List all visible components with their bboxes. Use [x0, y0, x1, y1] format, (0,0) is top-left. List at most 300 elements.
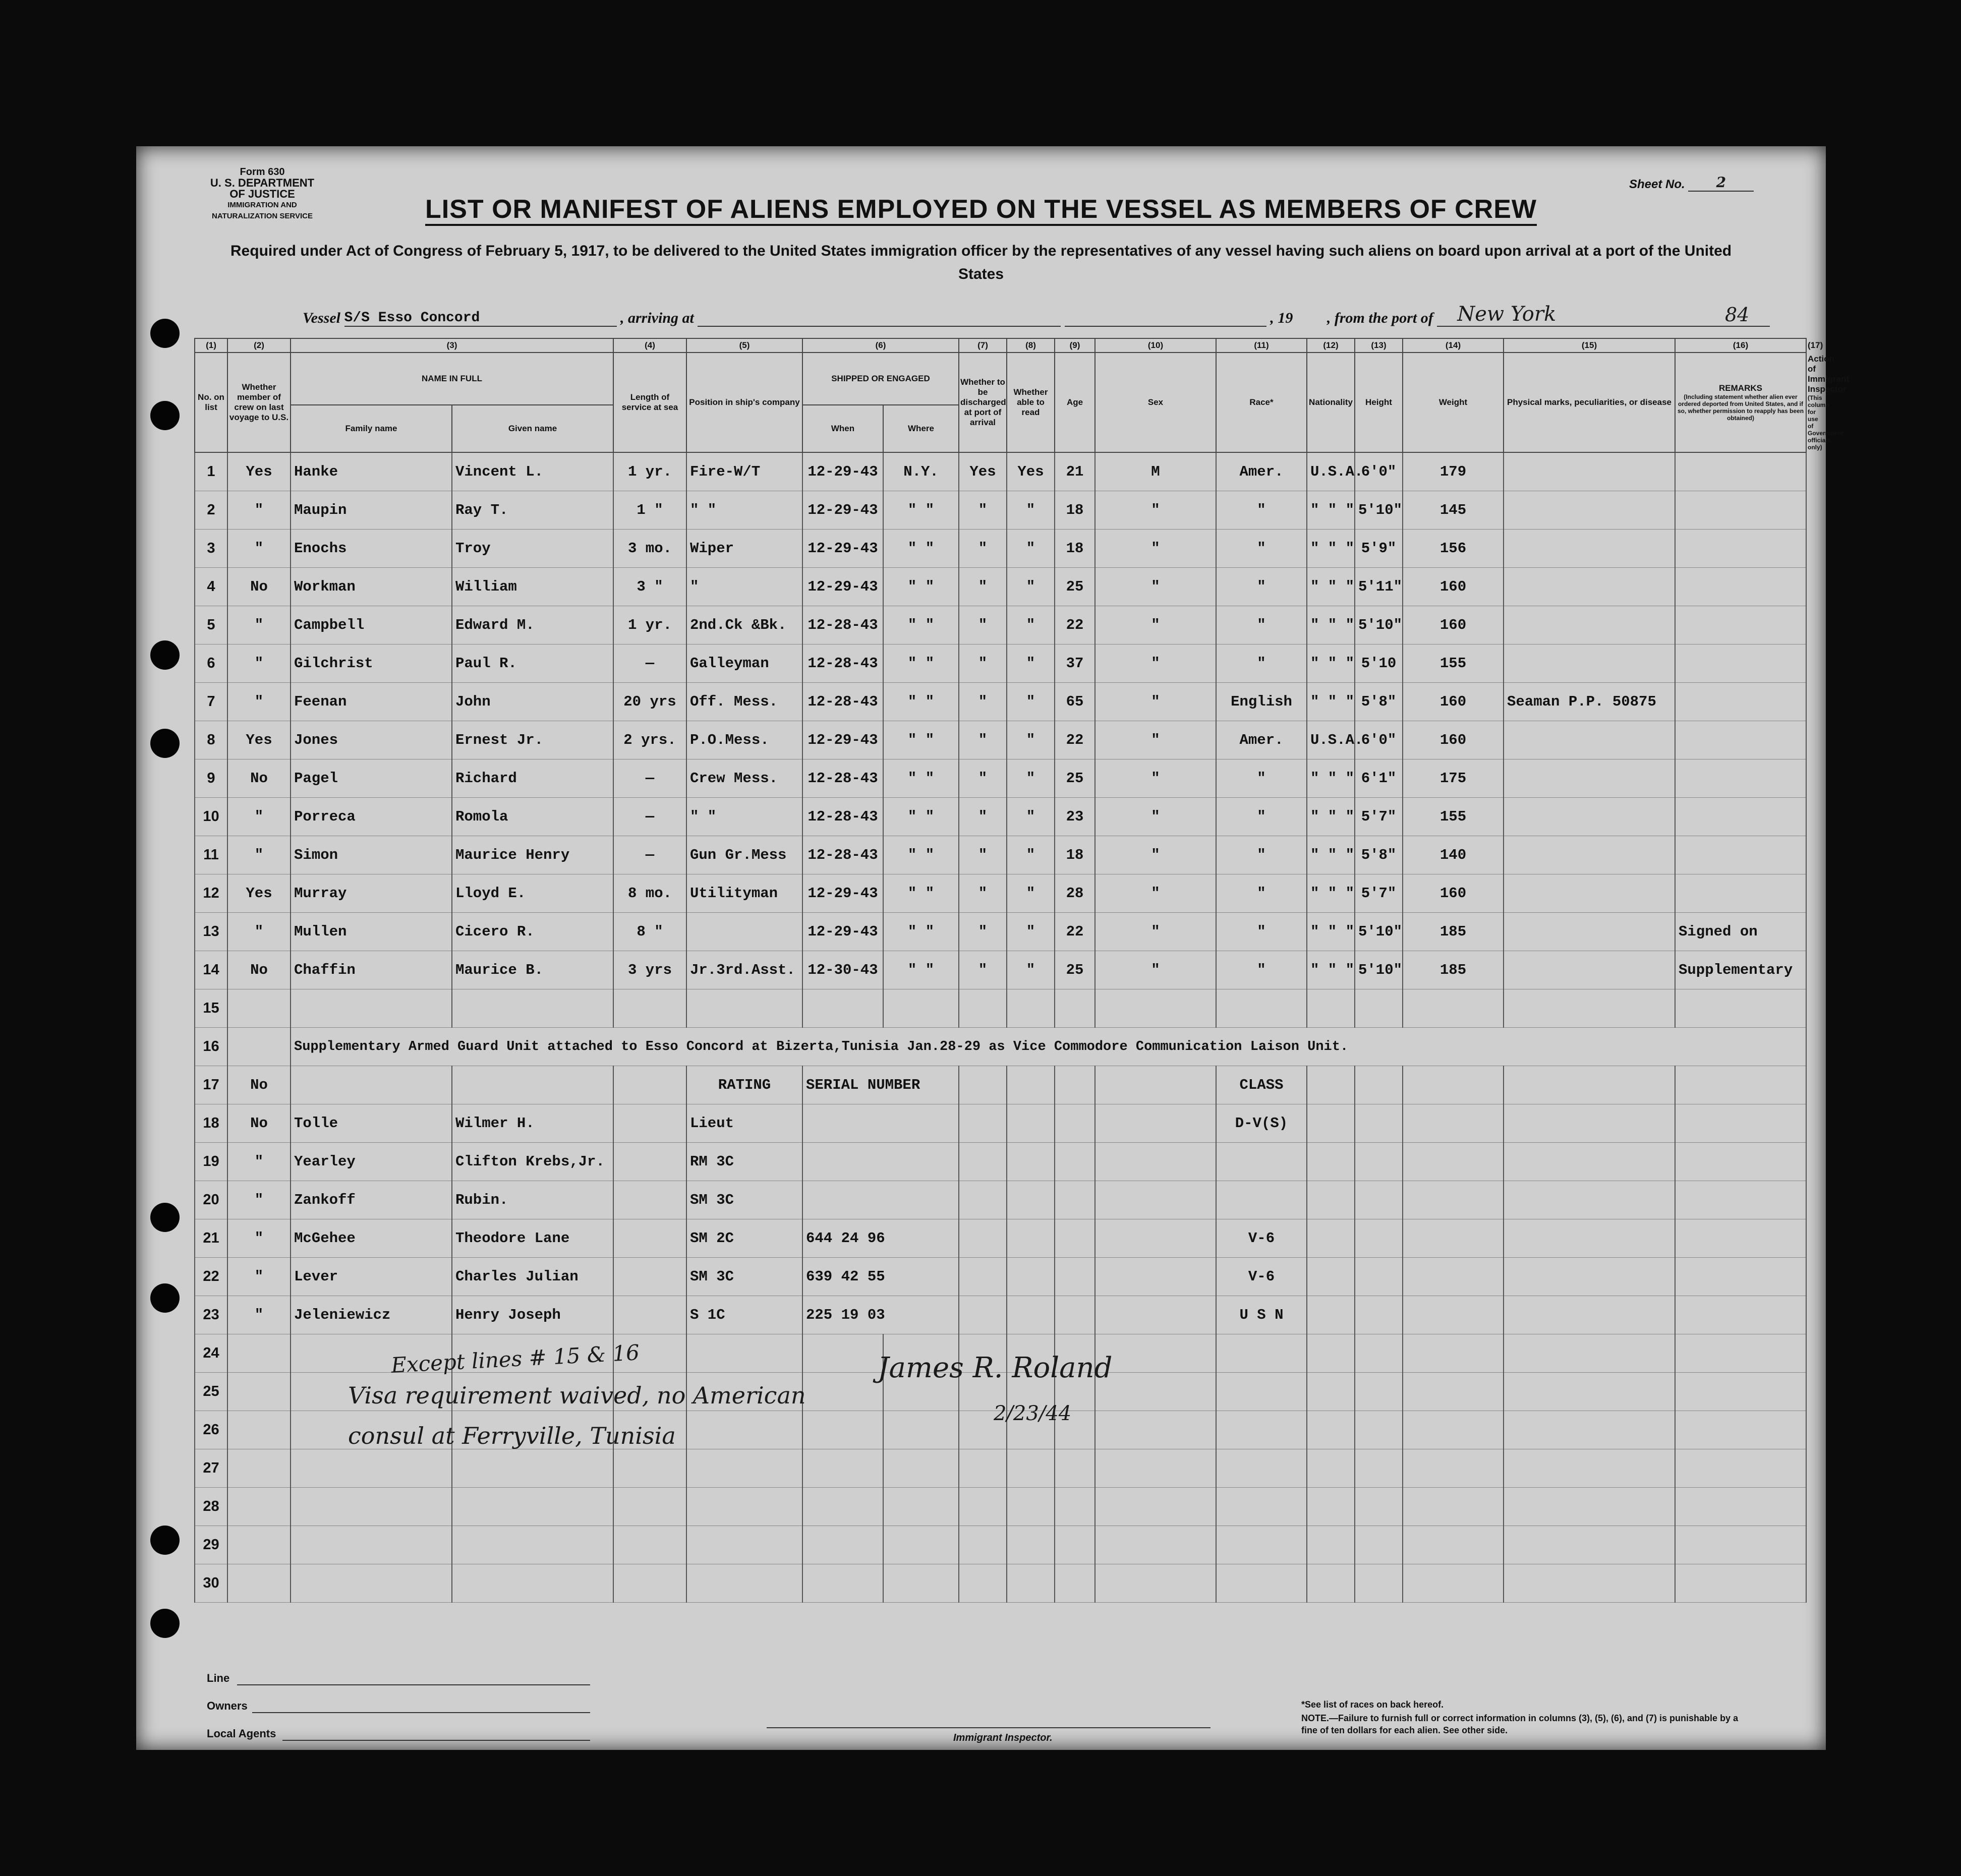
- blank-cell: [1403, 1334, 1504, 1373]
- family-name-cell: Pagel: [291, 759, 452, 798]
- blank-cell: [1355, 1219, 1403, 1258]
- blank-cell: [802, 1449, 883, 1488]
- blank-cell: [1675, 1488, 1806, 1526]
- blank-cell: [686, 1334, 802, 1373]
- weight-cell: 160: [1403, 874, 1504, 913]
- discharged-cell: ": [959, 874, 1007, 913]
- shipped-where-cell: " ": [883, 836, 959, 874]
- last-voyage-cell: No: [227, 568, 291, 606]
- col-num-15: (15): [1504, 338, 1675, 353]
- shipped-when-cell: 12-29-43: [802, 530, 883, 568]
- blank-cell: [1307, 1334, 1355, 1373]
- blank-cell: [613, 1488, 686, 1526]
- blank-cell: [1403, 1143, 1504, 1181]
- blank-cell: [1307, 1066, 1355, 1104]
- shipped-when-cell: 12-28-43: [802, 606, 883, 644]
- physical-marks-cell: [1504, 721, 1675, 759]
- family-name-cell: [291, 1066, 452, 1104]
- weight-cell: 140: [1403, 836, 1504, 874]
- given-name-cell: Charles Julian: [452, 1258, 613, 1296]
- col-num-8: (8): [1007, 338, 1055, 353]
- binder-hole: [150, 1609, 180, 1638]
- discharged-cell: ": [959, 683, 1007, 721]
- blank-cell: [1403, 1219, 1504, 1258]
- nationality-cell: " " ": [1307, 530, 1355, 568]
- shipped-when-cell: 12-29-43: [802, 491, 883, 530]
- col-header-length-service: Length of service at sea: [613, 353, 686, 452]
- serial-number-cell: [802, 1181, 959, 1219]
- row-number: 4: [195, 568, 227, 606]
- col-header-age: Age: [1055, 353, 1095, 452]
- blank-cell: [1095, 1219, 1216, 1258]
- blank-cell: [1307, 1104, 1355, 1143]
- given-name-cell: Theodore Lane: [452, 1219, 613, 1258]
- sex-cell: ": [1095, 913, 1216, 951]
- position-cell: Jr.3rd.Asst.: [686, 951, 802, 989]
- manifest-sheet: [136, 146, 1850, 1750]
- blank-cell: [1675, 1104, 1806, 1143]
- blank-cell: [1055, 1564, 1095, 1603]
- physical-marks-cell: [1504, 874, 1675, 913]
- blank-cell: [959, 1219, 1007, 1258]
- blank-cell: [1675, 1219, 1806, 1258]
- blank-cell: [1504, 1143, 1675, 1181]
- given-name-cell: [452, 989, 613, 1028]
- blank-cell: [1007, 1488, 1055, 1526]
- col-header-family-name: Family name: [291, 405, 452, 452]
- last-voyage-cell: No: [227, 1066, 291, 1104]
- given-name-cell: [452, 1066, 613, 1104]
- class-cell: U S N: [1216, 1296, 1307, 1334]
- blank-cell: [1095, 1488, 1216, 1526]
- crew-row: [195, 530, 1806, 568]
- able-to-read-cell: ": [1007, 530, 1055, 568]
- remarks-cell: [1675, 798, 1806, 836]
- blank-cell: [227, 1334, 291, 1373]
- footer-owners-label: Owners: [207, 1699, 248, 1712]
- blank-cell: [1055, 1143, 1095, 1181]
- shipped-when-cell: 12-28-43: [802, 759, 883, 798]
- binder-hole: [150, 319, 180, 348]
- position-cell: ": [686, 568, 802, 606]
- length-service-cell: 3 yrs: [613, 951, 686, 989]
- blank-cell: [959, 1296, 1007, 1334]
- weight-cell: 160: [1403, 721, 1504, 759]
- blank-cell: [227, 1373, 291, 1411]
- shipped-where-cell: " ": [883, 874, 959, 913]
- last-voyage-cell: ": [227, 606, 291, 644]
- blank-cell: [291, 1449, 452, 1488]
- blank-cell: [613, 1449, 686, 1488]
- blank-cell: [1307, 1143, 1355, 1181]
- length-service-cell: —: [613, 798, 686, 836]
- able-to-read-cell: ": [1007, 874, 1055, 913]
- remarks-cell: [1675, 568, 1806, 606]
- age-cell: 21: [1055, 452, 1095, 491]
- sex-cell: ": [1095, 644, 1216, 683]
- discharged-cell: ": [959, 951, 1007, 989]
- binder-hole: [150, 401, 180, 430]
- blank-cell: [1675, 1526, 1806, 1564]
- blank-cell: [1504, 1449, 1675, 1488]
- signature-date: 2/23/44: [994, 1402, 1072, 1425]
- given-name-cell: Romola: [452, 798, 613, 836]
- blank-cell: [1055, 1296, 1095, 1334]
- height-cell: 6'0": [1355, 721, 1403, 759]
- given-name-cell: Ray T.: [452, 491, 613, 530]
- col-header-position: Position in ship's company: [686, 353, 802, 452]
- given-name-cell: Cicero R.: [452, 913, 613, 951]
- blank-cell: [802, 1334, 883, 1373]
- col-header-shipped: SHIPPED OR ENGAGED: [802, 353, 959, 405]
- blank-cell: [227, 1526, 291, 1564]
- blank-cell: [1403, 1411, 1504, 1449]
- empty-row: [195, 1564, 1806, 1603]
- blank-cell: [1216, 1449, 1307, 1488]
- blank-cell: [1307, 1219, 1355, 1258]
- shipped-where-cell: " ": [883, 683, 959, 721]
- blank-cell: [227, 1564, 291, 1603]
- able-to-read-cell: ": [1007, 913, 1055, 951]
- blank-cell: [1216, 1373, 1307, 1411]
- sheet-number-label: Sheet No.: [1629, 178, 1685, 191]
- height-cell: [1355, 989, 1403, 1028]
- discharged-cell: ": [959, 759, 1007, 798]
- nationality-cell: " " ": [1307, 606, 1355, 644]
- race-cell: Amer.: [1216, 721, 1307, 759]
- remarks-cell: [1675, 683, 1806, 721]
- remarks-cell: [1675, 989, 1806, 1028]
- crew-row: [195, 798, 1806, 836]
- race-cell: [1216, 989, 1307, 1028]
- footer-owners-rule: [252, 1712, 590, 1713]
- col-num-2: (2): [227, 338, 291, 353]
- nationality-cell: " " ": [1307, 913, 1355, 951]
- last-voyage-cell: [227, 989, 291, 1028]
- row-number: 23: [195, 1296, 227, 1334]
- class-cell: [1216, 1143, 1307, 1181]
- given-name-cell: Paul R.: [452, 644, 613, 683]
- blank-cell: [1504, 1373, 1675, 1411]
- physical-marks-cell: [1504, 452, 1675, 491]
- discharged-cell: ": [959, 836, 1007, 874]
- age-cell: 25: [1055, 759, 1095, 798]
- given-name-cell: Henry Joseph: [452, 1296, 613, 1334]
- shipped-where-cell: " ": [883, 951, 959, 989]
- crew-row: [195, 491, 1806, 530]
- able-to-read-cell: ": [1007, 836, 1055, 874]
- blank-cell: [1504, 1258, 1675, 1296]
- given-name-cell: Clifton Krebs,Jr.: [452, 1143, 613, 1181]
- position-cell: [686, 989, 802, 1028]
- race-cell: ": [1216, 759, 1307, 798]
- row-number: 20: [195, 1181, 227, 1219]
- physical-marks-cell: [1504, 798, 1675, 836]
- armed-guard-row: [195, 1219, 1806, 1258]
- blank-cell: [1095, 1143, 1216, 1181]
- crew-row: [195, 951, 1806, 989]
- discharged-cell: ": [959, 606, 1007, 644]
- blank-cell: [959, 1104, 1007, 1143]
- sex-cell: ": [1095, 951, 1216, 989]
- inspector-rule: [767, 1727, 1210, 1728]
- blank-cell: [1055, 1066, 1095, 1104]
- blank-cell: [959, 1488, 1007, 1526]
- blank-cell: [959, 1066, 1007, 1104]
- nationality-cell: " " ": [1307, 644, 1355, 683]
- family-name-cell: Gilchrist: [291, 644, 452, 683]
- blank-cell: [1504, 1564, 1675, 1603]
- blank-cell: [291, 1526, 452, 1564]
- race-cell: ": [1216, 874, 1307, 913]
- blank-cell: [1095, 1104, 1216, 1143]
- row-number: 11: [195, 836, 227, 874]
- race-cell: ": [1216, 530, 1307, 568]
- armed-guard-row: [195, 1181, 1806, 1219]
- blank-cell: [1307, 1526, 1355, 1564]
- blank-cell: [1675, 1143, 1806, 1181]
- race-cell: ": [1216, 644, 1307, 683]
- length-service-cell: [613, 989, 686, 1028]
- col-num-10: (10): [1095, 338, 1216, 353]
- length-service-cell: 20 yrs: [613, 683, 686, 721]
- family-name-cell: Enochs: [291, 530, 452, 568]
- row-number: 10: [195, 798, 227, 836]
- crew-row: [195, 874, 1806, 913]
- blank-cell: [1403, 1526, 1504, 1564]
- age-cell: 18: [1055, 836, 1095, 874]
- binder-hole: [150, 640, 180, 670]
- age-cell: 25: [1055, 568, 1095, 606]
- shipped-when-cell: [802, 989, 883, 1028]
- position-cell: Off. Mess.: [686, 683, 802, 721]
- last-voyage-cell: ": [227, 1181, 291, 1219]
- blank-cell: [883, 1564, 959, 1603]
- race-cell: ": [1216, 951, 1307, 989]
- class-cell: V-6: [1216, 1219, 1307, 1258]
- col-header-when: When: [802, 405, 883, 452]
- blank-cell: [1095, 1066, 1216, 1104]
- col-num-11: (11): [1216, 338, 1307, 353]
- crew-table: (1) (2) (3) (4) (5) (6) (7) (8) (9) (10) (11) (12) (13) (14) (15) (16) (17) No. on list Whether member of crew on last voyage to U.S. NAME IN FULL Length of service at sea Position in ship's company SHIPPED OR ENGAGED Whether to be discharged at port of arrival Whether able to read Age Sex Race* Nationality Height Weight Physical marks, peculiarities, or disease REMARKS (Including statement whether alien ever ordered deported from United States, and if so, whether permission to reapply has been obtained) Action of Immigrant Inspector (This column for use of Government officials only) Family name Given name When Where 1 Yes Hanke Vincent L. 1 yr. Fire-W/T 12-29-43 N.Y. Yes Yes 21 M Amer. U.S.A. 6'0" 179 2 " Maupin Ray T. 1 " " " 12-29-43 " " " " 18 " " " " " 5'10" 145 3 " Enochs Troy 3 mo. Wiper 12-29-43 " " " " 18 " " " " " 5'9" 156 4 No Workman William 3 " " 12-29-43 " " " " 25 " " " " " 5'11" 160 5 " Campbell Edward M. 1 yr. 2nd.Ck &Bk. 12-28-43 " " " " 22 " " " " " 5'10" 160 6 " Gilchrist Paul R. — Galleyman 12-28-43 " " " " 37 " " " " " 5'10 155 7 " Feenan John 20 yrs Off. Mess. 12-28-43 " " " " 65 " English " " " 5'8" 160 Seaman P.P. 50875 8 Yes Jones Ernest Jr. 2 yrs. P.O.Mess. 12-29-43 " " " " 22 " Amer. U.S.A. 6'0" 160 9 No Pagel Richard — Crew Mess. 12-28-43 " " " " 25 " " " " " 6'1" 175 10 " Porreca Romola — " " 12-28-43 " " " " 23 " " " " " 5'7" 155 11 " Simon Maurice Henry — Gun Gr.Mess 12-28-43 " " " " 18 " " " " " 5'8" 140 12 Yes Murray Lloyd E. 8 mo. Utilityman 12-29-43 " " " " 28 " " " " " 5'7" 160 13 " Mullen Cicero R. 8 " 12-29-43 " " " " 22 " " " " " 5'10" 185 Signed on 14 No Chaffin Maurice B. 3 yrs Jr.3rd.Asst. 12-30-43 " " " " 25 " " " " " 5'10" 185 Supplementary 15 16 Supplementary Armed Guard Unit attached to Esso Concord at Bizerta,Tunisia Jan.28-29 as Vice Commodore Communication Laison Unit. 17 No RATING SERIAL NUMBER CLASS 18 No Tolle Wilmer H. Lieut D-V(S) 19 " Yearley Clifton Krebs,Jr. RM 3C 20 " Zankoff Rubin. SM 3C 21 " McGehee Theodore Lane SM 2C 644 24 96 V-6 22 " Lever Charles Julian SM 3C 639 42 55 V-6 23 " Jeleniewicz Henry Joseph S 1C 225 19 03 U S N 24 25 26 27 28 29 30: [194, 338, 1807, 1603]
- col-num-14: (14): [1403, 338, 1504, 353]
- page-title: LIST OR MANIFEST OF ALIENS EMPLOYED ON THE VESSEL AS MEMBERS OF CREW: [136, 194, 1826, 224]
- last-voyage-cell: [227, 1028, 291, 1066]
- family-name-cell: Hanke: [291, 452, 452, 491]
- sex-cell: ": [1095, 759, 1216, 798]
- height-cell: 5'10": [1355, 491, 1403, 530]
- height-cell: 5'8": [1355, 683, 1403, 721]
- blank-cell: [1403, 1104, 1504, 1143]
- blank-cell: [1095, 1334, 1216, 1373]
- shipped-where-cell: " ": [883, 644, 959, 683]
- weight-cell: 185: [1403, 913, 1504, 951]
- blank-cell: [1095, 1564, 1216, 1603]
- able-to-read-cell: ": [1007, 798, 1055, 836]
- races-note: *See list of races on back hereof.: [1301, 1699, 1444, 1710]
- blank-cell: [1675, 1449, 1806, 1488]
- shipped-when-cell: 12-28-43: [802, 836, 883, 874]
- length-service-cell: [613, 1181, 686, 1219]
- given-name-cell: Maurice B.: [452, 951, 613, 989]
- family-name-cell: Yearley: [291, 1143, 452, 1181]
- able-to-read-cell: ": [1007, 644, 1055, 683]
- height-cell: 5'7": [1355, 798, 1403, 836]
- crew-row: [195, 836, 1806, 874]
- row-number: 26: [195, 1411, 227, 1449]
- rating-cell: SM 2C: [686, 1219, 802, 1258]
- shipped-where-cell: " ": [883, 913, 959, 951]
- inspector-label: Immigrant Inspector.: [953, 1732, 1053, 1743]
- blank-cell: [227, 1449, 291, 1488]
- position-cell: Fire-W/T: [686, 452, 802, 491]
- sex-cell: ": [1095, 798, 1216, 836]
- last-voyage-cell: ": [227, 1296, 291, 1334]
- race-cell: ": [1216, 798, 1307, 836]
- given-name-cell: Vincent L.: [452, 452, 613, 491]
- nationality-cell: [1307, 989, 1355, 1028]
- class-cell: D-V(S): [1216, 1104, 1307, 1143]
- length-service-cell: [613, 1143, 686, 1181]
- family-name-cell: Campbell: [291, 606, 452, 644]
- given-name-cell: John: [452, 683, 613, 721]
- shipped-where-cell: " ": [883, 759, 959, 798]
- visa-note-line-1: Visa requirement waived, no American: [348, 1382, 806, 1409]
- blank-cell: [959, 1526, 1007, 1564]
- given-name-cell: Edward M.: [452, 606, 613, 644]
- except-note: Except lines # 15 & 16: [390, 1340, 640, 1378]
- serial-number-label: SERIAL NUMBER: [802, 1066, 959, 1104]
- discharged-cell: ": [959, 530, 1007, 568]
- blank-cell: [613, 1564, 686, 1603]
- blank-cell: [1007, 1104, 1055, 1143]
- col-header-name: NAME IN FULL: [291, 353, 613, 405]
- penalty-note: NOTE.—Failure to furnish full or correct information in columns (3), (5), (6), and (7) is punishable by a fine of ten dollars for each alien. See other side.: [1301, 1713, 1739, 1735]
- blank-cell: [1216, 1334, 1307, 1373]
- blank-cell: [452, 1488, 613, 1526]
- col-num-16: (16): [1675, 338, 1806, 353]
- row-number: 2: [195, 491, 227, 530]
- blank-cell: [1403, 1258, 1504, 1296]
- family-name-cell: McGehee: [291, 1219, 452, 1258]
- blank-cell: [452, 1449, 613, 1488]
- crew-row: [195, 683, 1806, 721]
- height-cell: 5'9": [1355, 530, 1403, 568]
- blank-cell: [1007, 1449, 1055, 1488]
- sheet-number-value: 2: [1688, 174, 1754, 192]
- position-cell: Utilityman: [686, 874, 802, 913]
- blank-cell: [1675, 1066, 1806, 1104]
- blank-cell: [1216, 1488, 1307, 1526]
- last-voyage-cell: Yes: [227, 721, 291, 759]
- armed-guard-row: [195, 1104, 1806, 1143]
- able-to-read-cell: ": [1007, 568, 1055, 606]
- blank-cell: [1307, 1488, 1355, 1526]
- position-cell: " ": [686, 491, 802, 530]
- row-number: 15: [195, 989, 227, 1028]
- race-cell: ": [1216, 606, 1307, 644]
- shipped-when-cell: 12-29-43: [802, 568, 883, 606]
- row-number: 28: [195, 1488, 227, 1526]
- sex-cell: M: [1095, 452, 1216, 491]
- blank-cell: [1504, 1219, 1675, 1258]
- blank-cell: [802, 1411, 883, 1449]
- col-num-9: (9): [1055, 338, 1095, 353]
- row-number: 6: [195, 644, 227, 683]
- service-name: IMMIGRATION AND NATURALIZATION SERVICE: [211, 201, 313, 220]
- row-number: 29: [195, 1526, 227, 1564]
- race-cell: English: [1216, 683, 1307, 721]
- row-number: 8: [195, 721, 227, 759]
- arriving-date-blank: [1065, 326, 1266, 327]
- serial-number-cell: [802, 1104, 959, 1143]
- shipped-when-cell: 12-29-43: [802, 452, 883, 491]
- physical-marks-cell: [1504, 759, 1675, 798]
- family-name-cell: Porreca: [291, 798, 452, 836]
- position-cell: Gun Gr.Mess: [686, 836, 802, 874]
- shipped-where-cell: " ": [883, 721, 959, 759]
- last-voyage-cell: ": [227, 1219, 291, 1258]
- row-number: 7: [195, 683, 227, 721]
- nationality-cell: " " ": [1307, 759, 1355, 798]
- page-subtitle: Required under Act of Congress of February 5, 1917, to be delivered to the United States immigration officer by the representatives of any vessel having such aliens on board upon arrival at a port of the United States: [230, 243, 1732, 282]
- blank-cell: [1055, 1219, 1095, 1258]
- row-number: 19: [195, 1143, 227, 1181]
- blank-cell: [1355, 1449, 1403, 1488]
- length-service-cell: 3 ": [613, 568, 686, 606]
- age-cell: 65: [1055, 683, 1095, 721]
- blank-cell: [802, 1488, 883, 1526]
- crew-row: [195, 913, 1806, 951]
- footer-line-rule: [237, 1684, 590, 1685]
- weight-cell: 175: [1403, 759, 1504, 798]
- blank-cell: [1216, 1526, 1307, 1564]
- height-cell: 6'1": [1355, 759, 1403, 798]
- blank-cell: [1403, 1449, 1504, 1488]
- blank-cell: [959, 1181, 1007, 1219]
- col-header-given-name: Given name: [452, 405, 613, 452]
- blank-cell: [1216, 1411, 1307, 1449]
- last-voyage-cell: ": [227, 644, 291, 683]
- shipped-when-cell: 12-30-43: [802, 951, 883, 989]
- blank-cell: [1095, 1411, 1216, 1449]
- weight-cell: 179: [1403, 452, 1504, 491]
- blank-cell: [1675, 1564, 1806, 1603]
- blank-cell: [1307, 1296, 1355, 1334]
- race-cell: ": [1216, 836, 1307, 874]
- col-header-height: Height: [1355, 353, 1403, 452]
- remarks-cell: [1675, 836, 1806, 874]
- blank-cell: [1307, 1411, 1355, 1449]
- form-number: Form 630: [240, 166, 285, 178]
- remarks-cell: [1675, 452, 1806, 491]
- crew-row: [195, 606, 1806, 644]
- able-to-read-cell: Yes: [1007, 452, 1055, 491]
- nationality-cell: " " ": [1307, 568, 1355, 606]
- height-cell: 5'10": [1355, 606, 1403, 644]
- sheet-number: [1629, 174, 1754, 192]
- remarks-cell: [1675, 874, 1806, 913]
- empty-row: [195, 1526, 1806, 1564]
- blank-cell: [1307, 1564, 1355, 1603]
- discharged-cell: [959, 989, 1007, 1028]
- crew-row: [195, 721, 1806, 759]
- blank-cell: [883, 1488, 959, 1526]
- blank-cell: [1355, 1181, 1403, 1219]
- vessel-line: [303, 303, 1770, 327]
- height-cell: 5'10: [1355, 644, 1403, 683]
- given-name-cell: Maurice Henry: [452, 836, 613, 874]
